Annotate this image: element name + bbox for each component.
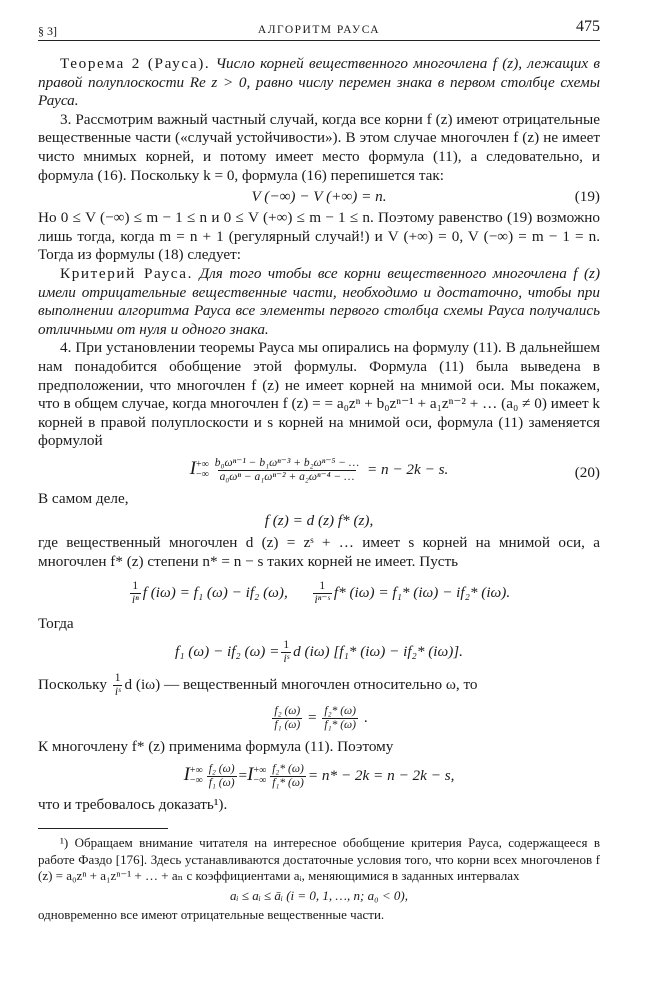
then-fraction (281, 639, 291, 666)
ratio-right-num: f₂* (ω) (324, 705, 357, 718)
let-right-num: 1 (319, 579, 326, 592)
criterion-text: Для того чтобы все корни вещественного многочлена f (z) имели отрицательные вещественные части, необходимо и достаточно, чтобы при выполнении алгоритма Рауса все элементы первого столбца схемы Рауса получались отличными от нуля и одного знака. (38, 264, 601, 338)
final-fraction-2 (270, 763, 306, 790)
since-pre: Поскольку (38, 676, 107, 694)
header-title: АЛГОРИТМ РАУСА (257, 24, 381, 36)
paragraph-qed: что и требовалось доказать¹). (38, 795, 228, 813)
since-fraction (113, 672, 123, 699)
final-upper-2: +∞ (253, 765, 267, 777)
since-frac-num: 1 (114, 672, 121, 685)
then-frac-den: iˢ (283, 653, 290, 666)
let-left-num: 1 (132, 579, 139, 592)
paragraph-since (38, 672, 600, 699)
footnote-interval: aᵢ ≤ aᵢ ≤ āᵢ (i = 0, 1, …, n; a₀ < 0), (230, 887, 408, 903)
equation-20-upper: +∞ (196, 459, 209, 471)
paragraph-4: 4. При установлении теоремы Рауса мы опирались на формулу (11). В дальнейшем нам понадобится обобщение этой формулы. Формула (11) была выведена в предположении, что многочлен f (z) не имеет корней на мнимой оси. Мы покажем, что в общем случае, когда многочлен f (z) = = a₀zⁿ + b₀zⁿ⁻¹ + a₁zⁿ⁻² + … (a₀ ≠ 0) имеет k корней в правой полуплоскости и s корней на мнимой оси, формула (11) заменяется формулой (38, 339, 600, 450)
equation-20-denominator: a₀ωⁿ − a₁ωⁿ⁻² + a₂ωⁿ⁻⁴ − … (219, 470, 355, 483)
then-right: d (iω) [f₁* (iω) − if₂* (iω)]. (293, 643, 463, 661)
page-number: 475 (576, 18, 600, 35)
equation-20-fraction (213, 457, 361, 484)
paragraph-3: 3. Рассмотрим важный частный случай, когда все корни f (z) имеют отрицательные вещественные части («случай устойчивости»). В этом случае многочлен f (z) не имеет чисто мнимых корней, и потому имеет место формула (11), а следовательно, и формула (16). Поскольку k = 0, формула (16) перепишется так: (38, 110, 600, 184)
let-right-den: iⁿ⁻ˢ (314, 593, 330, 606)
final-r-num: f₂* (ω) (272, 762, 304, 775)
then-left: f₁ (ω) − if₂ (ω) = (175, 643, 280, 661)
theorem-label: Теорема 2 (Рауса). (60, 55, 211, 72)
ratio-right (322, 705, 358, 732)
ratio-left-num: f₂ (ω) (274, 705, 301, 718)
ratio-right-den: f₁* (ω) (324, 719, 357, 732)
paragraph-apply: К многочлену f* (z) применима формула (11). Поэтому (38, 738, 394, 756)
paragraph-3-continued: Но 0 ≤ V (−∞) ≤ m − 1 ≤ n и 0 ≤ V (+∞) ≤ m − 1 ≤ n. Поэтому равенство (19) возможно лишь тогда, когда m = n + 1 (регулярный случай!) и V (+∞) = 0, V (−∞) = m − 1 = n. Тогда из формулы (18) следует: (38, 209, 600, 264)
paragraph-indeed: В самом деле, (38, 489, 129, 507)
footnote-conclusion: одновременно все имеют отрицательные вещественные части. (38, 906, 385, 922)
let-left-rest: f (iω) = f₁ (ω) − if₂ (ω), (142, 583, 288, 601)
equation-19-number: (19) (574, 188, 600, 206)
footnote-rule (38, 828, 168, 829)
page (38, 18, 600, 923)
equation-then (38, 639, 600, 666)
final-r-den: f₁* (ω) (272, 776, 304, 789)
final-lower-2: −∞ (253, 775, 267, 787)
theorem-2 (38, 55, 600, 111)
let-left-fraction (130, 580, 141, 607)
header-section: § 3] (38, 24, 57, 38)
final-l-num: f₂ (ω) (208, 762, 235, 775)
ratio-left (272, 705, 302, 732)
since-post: d (iω) — вещественный многочлен относительно ω, то (124, 676, 478, 694)
equation-final: I +∞ −∞ $\frac{\text{f₂ (ω)}}{\text{f₁ (ω)}}$ =I +∞ −∞ $\frac{\text{f₂* (ω)}}{\text{f₁* (ω)}}$ = n* − 2k = n − 2k − s, (183, 762, 455, 789)
equation-20-number: (20) (574, 463, 600, 481)
final-operator-2: I (247, 763, 254, 785)
equation-let (38, 580, 600, 607)
final-fraction-1 (207, 763, 237, 790)
final-lower-1: −∞ (189, 775, 203, 787)
let-right-rest: f* (iω) = f₁* (iω) − if₂* (iω). (333, 583, 511, 601)
final-l-den: f₁ (ω) (208, 776, 235, 789)
paragraph-where: где вещественный многочлен d (z) = zˢ + … имеет s корней на мнимой оси, а многочлен f* (z) степени n* = n − s таких корней не имеет. Пусть (38, 534, 600, 571)
since-frac-den: iˢ (114, 686, 121, 699)
equation-factorization: f (z) = d (z) f* (z), (264, 512, 374, 530)
equation-20-operator: I (189, 457, 197, 479)
footnote-text: ¹) Обращаем внимание читателя на интересное обобщение критерия Рауса, содержащееся в работе Фаздо [176]. Здесь устанавливаются достаточные условия того, что корни всех многочленов f (z) = a₀zⁿ + a₁zⁿ⁻¹ + … + aₙ с коэффициентами aᵢ, меняющимися в заданных интервалах (38, 835, 600, 884)
let-left-den: iⁿ (131, 593, 139, 606)
final-upper-1: +∞ (189, 765, 203, 777)
final-rhs: = n* − 2k = n − 2k − s, (307, 766, 455, 784)
routh-criterion (38, 265, 600, 339)
equation-20-lower: −∞ (196, 469, 209, 481)
final-limits-1 (190, 766, 203, 786)
running-header (38, 18, 600, 41)
equation-20-rhs: = n − 2k − s. (366, 460, 449, 478)
criterion-label: Критерий Рауса. (60, 264, 194, 282)
equation-20-limits (196, 460, 209, 480)
equation-19 (38, 187, 600, 207)
let-right-fraction (313, 580, 332, 607)
equation-19-formula: V (−∞) − V (+∞) = n. (251, 188, 387, 206)
then-frac-num: 1 (283, 639, 290, 652)
equation-20-numerator: b₀ωⁿ⁻¹ − b₁ωⁿ⁻³ + b₂ωⁿ⁻⁵ − … (214, 456, 360, 469)
ratio-left-den: f₁ (ω) (274, 719, 301, 732)
paragraph-then: Тогда (38, 614, 74, 632)
final-limits-2 (253, 766, 266, 786)
equation-ratio: $\frac{\text{f₂ (ω)}}{\text{f₁ (ω)}}$ = $\frac{\text{f₂* (ω)}}{\text{f₁* (ω)}}$ . (274, 705, 368, 732)
theorem-text: Число корней вещественного многочлена f (z), лежащих в правой полуплоскости Re z > 0, равно числу перемен знака в первом столбце схемы Рауса. (38, 55, 600, 110)
equation-20 (38, 457, 600, 484)
final-operator-1: I (183, 763, 190, 785)
